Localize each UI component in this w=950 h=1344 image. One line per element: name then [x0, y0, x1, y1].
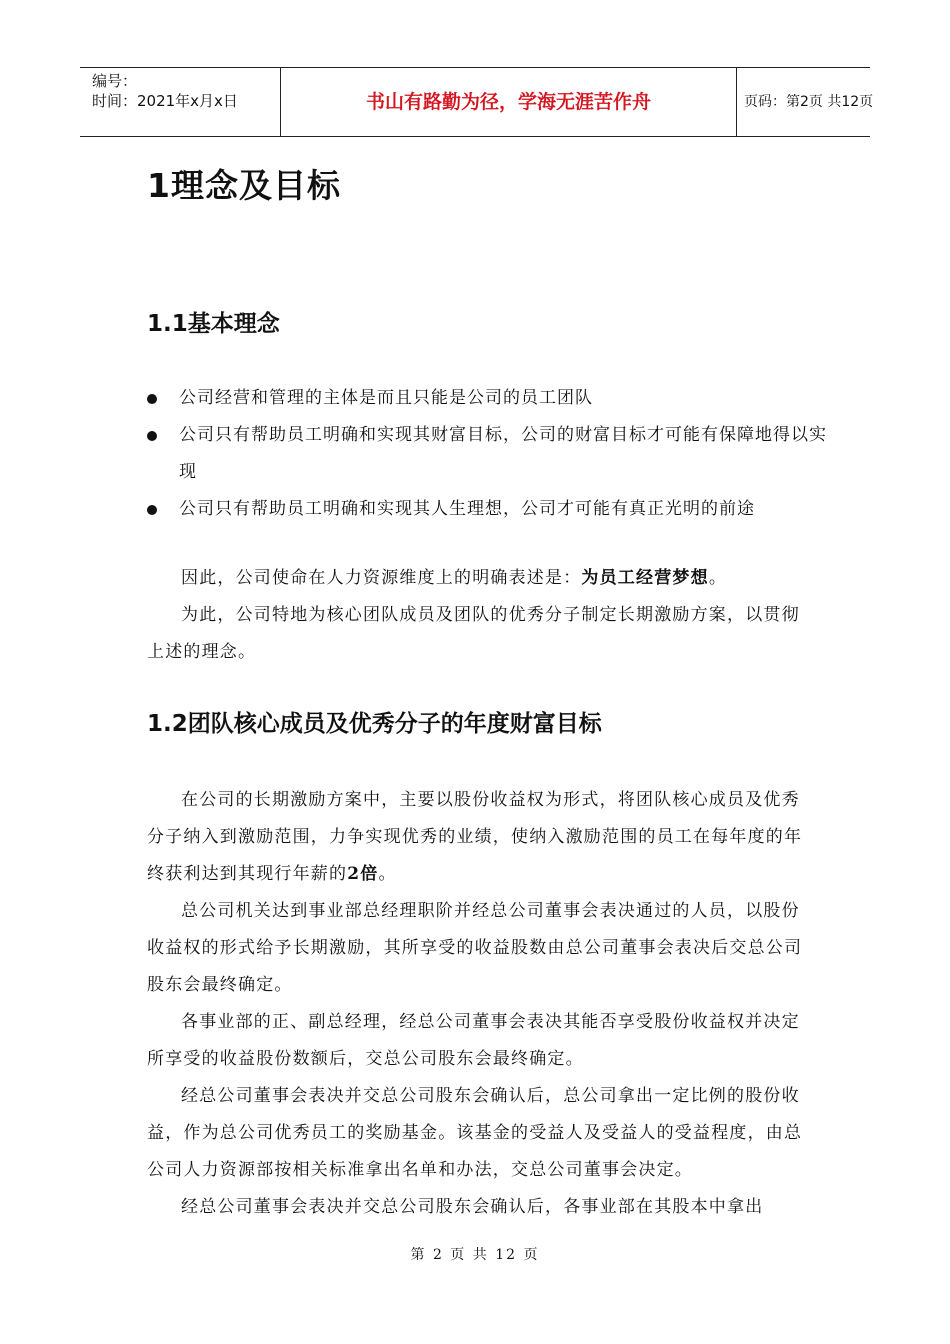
- mission-emphasis: 为员工经营梦想: [581, 568, 709, 588]
- paragraph: 总公司机关达到事业部总经理职阶并经总公司董事会表决通过的人员，以股份收益权的形式给予长期激励，其所享受的收益股数由总公司董事会表决后交总公司股东会最终确定。: [147, 901, 803, 995]
- section-1-title: 1理念及目标: [147, 166, 341, 205]
- list-item: 公司只有帮助员工明确和实现其人生理想，公司才可能有真正光明的前途: [147, 491, 827, 528]
- page-header: [80, 67, 874, 137]
- section-1-1-title: 1.1基本理念: [147, 311, 280, 337]
- header-motto: 书山有路勤为径，学海无涯苦作舟: [280, 68, 737, 136]
- paragraph: 各事业部的正、副总经理，经总公司董事会表决其能否享受股份收益权并决定所享受的收益股份数额后，交总公司股东会最终确定。: [147, 1012, 800, 1069]
- bullet-icon: [147, 431, 157, 441]
- paragraph: 为此，公司特地为核心团队成员及团队的优秀分子制定长期激励方案，以贯彻上述的理念。: [147, 605, 800, 662]
- list-item: 公司经营和管理的主体是而且只能是公司的员工团队: [147, 380, 827, 417]
- list-item: 公司只有帮助员工明确和实现其财富目标，公司的财富目标才可能有保障地得以实现: [147, 417, 827, 491]
- time-label: 时间：2021年x月x日: [92, 92, 238, 110]
- mission-paragraph: 因此，公司使命在人力资源维度上的明确表述是：为员工经营梦想。: [181, 568, 728, 588]
- target-emphasis: 2倍: [347, 864, 379, 884]
- principle-list: [147, 380, 827, 528]
- bullet-icon: [147, 394, 157, 404]
- section-1-2-title: 1.2团队核心成员及优秀分子的年度财富目标: [147, 711, 602, 737]
- paragraph: 经总公司董事会表决并交总公司股东会确认后，各事业部在其股本中拿出: [181, 1197, 764, 1217]
- paragraph: 经总公司董事会表决并交总公司股东会确认后，总公司拿出一定比例的股份收益，作为总公司优秀员工的奖励基金。该基金的受益人及受益人的受益程度，由总公司人力资源部按相关标准拿出名单和办法，交总公司董事会决定。: [147, 1086, 803, 1180]
- serial-label: 编号：: [92, 72, 138, 90]
- header-meta: [80, 68, 280, 136]
- bullet-icon: [147, 505, 157, 515]
- page-footer: 第 2 页 共 12 页: [410, 1247, 540, 1263]
- paragraph: 在公司的长期激励方案中，主要以股份收益权为形式，将团队核心成员及优秀分子纳入到激励范围，力争实现优秀的业绩，使纳入激励范围的员工在每年度的年终获利达到其现行年薪的2倍。: [147, 790, 803, 884]
- header-page-code: 页码：第2页 共12页: [744, 94, 874, 110]
